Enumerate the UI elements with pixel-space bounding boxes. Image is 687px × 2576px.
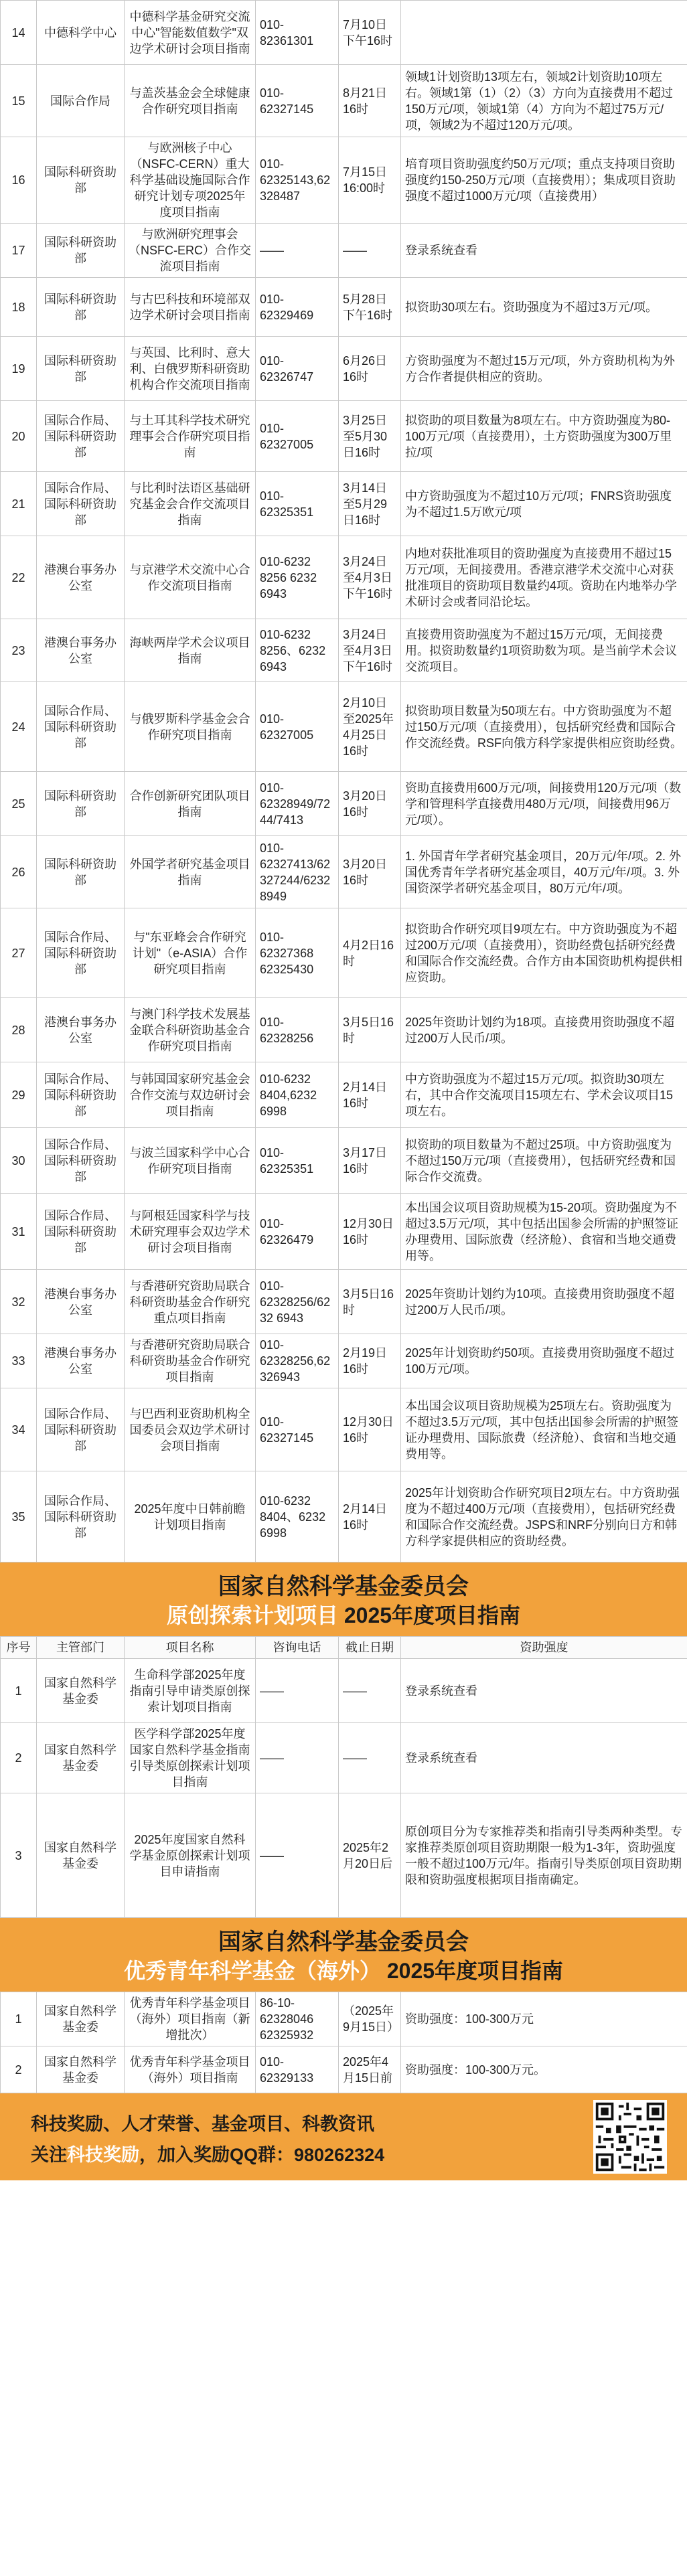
row-deadline: 7月15日16:00时: [339, 137, 401, 224]
row-funding-amount: [401, 1, 687, 65]
row-department: 国家自然科学基金委: [37, 1793, 125, 1918]
row-number: 31: [1, 1194, 37, 1270]
row-funding-amount: 拟资助的项目数量为8项左右。中方资助强度为80-100万元/项（直接费用），土方资助强度为300万里拉/项: [401, 401, 687, 472]
row-number: 27: [1, 908, 37, 998]
row-funding-amount: 中方资助强度为不超过15万元/项。拟资助30项左右，其中合作交流项目15项左右、学术会议项目15项左右。: [401, 1062, 687, 1128]
table-row: [1, 1388, 687, 1471]
row-deadline: ——: [339, 1723, 401, 1793]
header-dept: 主管部门: [37, 1637, 125, 1659]
row-deadline: 2月10日至2025年4月25日16时: [339, 682, 401, 772]
table-row: [1, 1659, 687, 1723]
row-deadline: 3月25日至5月30日16时: [339, 401, 401, 472]
row-deadline: 2月14日16时: [339, 1471, 401, 1562]
row-phone: 010-6232 8256 6232 6943: [256, 536, 339, 619]
row-number: 28: [1, 998, 37, 1062]
row-project-title[interactable]: 2025年度国家自然科学基金原创探索计划项目申请指南: [125, 1793, 256, 1918]
row-deadline: 3月17日16时: [339, 1128, 401, 1194]
row-department: 国际合作局、国际科研资助部: [37, 682, 125, 772]
table-row: [1, 337, 687, 401]
row-project-title[interactable]: 2025年度中日韩前瞻计划项目指南: [125, 1471, 256, 1562]
row-deadline: 6月26日16时: [339, 337, 401, 401]
row-deadline: 12月30日16时: [339, 1388, 401, 1471]
row-funding-amount: 本出国会议项目资助规模为15-20项。资助强度为不超过3.5万元/项，其中包括出国参会所需的护照签证办理费用、国际旅费（经济舱）、食宿和当地交通费用等。: [401, 1194, 687, 1270]
row-phone: 010-62325143,62328487: [256, 137, 339, 224]
table-row: [1, 224, 687, 278]
row-funding-amount: 登录系统查看: [401, 224, 687, 278]
section-org-title: 国家自然科学基金委员会: [218, 1929, 469, 1955]
section-header-excellent-youth-overseas: [0, 1918, 687, 1992]
row-number: 15: [1, 65, 37, 137]
row-department: 国际科研资助部: [37, 337, 125, 401]
row-department: 国际合作局、国际科研资助部: [37, 472, 125, 536]
row-deadline: ——: [339, 1659, 401, 1723]
row-number: 1: [1, 1992, 37, 2046]
row-funding-amount: 原创项目分为专家推荐类和指南引导类两种类型。专家推荐类原创项目资助期限一般为1-3年，资助强度一般不超过100万元/年。指南引导类原创项目资助期限和资助强度根据项目指南确定。: [401, 1793, 687, 1918]
row-funding-amount: 登录系统查看: [401, 1659, 687, 1723]
row-department: 国际科研资助部: [37, 137, 125, 224]
row-project-title[interactable]: 与巴西利亚资助机构全国委员会双边学术研讨会项目指南: [125, 1388, 256, 1471]
row-department: 国际合作局、国际科研资助部: [37, 1194, 125, 1270]
row-funding-amount: 培育项目资助强度约50万元/项；重点支持项目资助强度约150-250万元/项（直接费用）；集成项目资助强度不超过1000万元/项（直接费用）: [401, 137, 687, 224]
footer-topics: 科技奖励、人才荣誉、基金项目、科教资讯: [31, 2114, 374, 2134]
row-number: 34: [1, 1388, 37, 1471]
row-project-title[interactable]: 优秀青年科学基金项目（海外）项目指南: [125, 2046, 256, 2093]
row-deadline: 2月19日16时: [339, 1334, 401, 1388]
table-row: [1, 1471, 687, 1562]
row-funding-amount: 资助强度：100-300万元。: [401, 2046, 687, 2093]
row-phone: 010-62327145: [256, 65, 339, 137]
row-phone: ——: [256, 1723, 339, 1793]
row-department: 国际科研资助部: [37, 772, 125, 836]
row-funding-amount: 中方资助强度为不超过10万元/项；FNRS资助强度为不超过1.5万欧元/项: [401, 472, 687, 536]
row-phone: 010-62326747: [256, 337, 339, 401]
row-deadline: ——: [339, 224, 401, 278]
row-department: 国际合作局、国际科研资助部: [37, 1062, 125, 1128]
row-department: 国际合作局、国际科研资助部: [37, 401, 125, 472]
row-funding-amount: 拟资助30项左右。资助强度为不超过3万元/项。: [401, 278, 687, 337]
row-number: 2: [1, 1723, 37, 1793]
row-department: 港澳台事务办公室: [37, 536, 125, 619]
row-phone: ——: [256, 1793, 339, 1918]
row-deadline: 5月28日下午16时: [339, 278, 401, 337]
row-department: 港澳台事务办公室: [37, 1270, 125, 1334]
row-number: 24: [1, 682, 37, 772]
row-phone: 010-62329469: [256, 278, 339, 337]
row-department: 国际合作局: [37, 65, 125, 137]
row-phone: 010-62325351: [256, 472, 339, 536]
table-row: [1, 137, 687, 224]
row-funding-amount: 1. 外国青年学者研究基金项目，20万元/年/项。2. 外国优秀青年学者研究基金项目，40万元/年/项。3. 外国资深学者研究基金项目，80万元/年/项。: [401, 836, 687, 908]
row-project-title[interactable]: 与阿根廷国家科学与技术研究理事会双边学术研讨会项目指南: [125, 1194, 256, 1270]
row-department: 国家自然科学基金委: [37, 1992, 125, 2046]
table-row: [1, 908, 687, 998]
row-funding-amount: 内地对获批准项目的资助强度为直接费用不超过15万元/项，无间接费用。香港京港学术交流中心对获批准项目的资助项目数量约4项。资助在内地举办学术研讨会或者同沿论坛。: [401, 536, 687, 619]
row-phone: 010-62326479: [256, 1194, 339, 1270]
row-number: 30: [1, 1128, 37, 1194]
row-number: 21: [1, 472, 37, 536]
row-project-title[interactable]: 生命科学部2025年度指南引导申请类原创探索计划项目指南: [125, 1659, 256, 1723]
row-department: 国际科研资助部: [37, 224, 125, 278]
table-row: [1, 1062, 687, 1128]
header-date: 截止日期: [339, 1637, 401, 1659]
row-phone: 010-82361301: [256, 1, 339, 65]
table-row: [1, 1334, 687, 1388]
row-funding-amount: 登录系统查看: [401, 1723, 687, 1793]
row-phone: ——: [256, 224, 339, 278]
row-phone: 010-6232 8404,6232 6998: [256, 1062, 339, 1128]
row-number: 22: [1, 536, 37, 619]
row-phone: 86-10-62328046 62325932: [256, 1992, 339, 2046]
row-phone: 010-62328256/6232 6943: [256, 1270, 339, 1334]
row-phone: 010-62327005: [256, 682, 339, 772]
table-row: [1, 772, 687, 836]
row-phone: 010-62328256: [256, 998, 339, 1062]
guide-table-original-exploration: [0, 1636, 687, 1918]
row-number: 25: [1, 772, 37, 836]
table-row: [1, 278, 687, 337]
row-number: 2: [1, 2046, 37, 2093]
row-deadline: 3月24日至4月3日下午16时: [339, 536, 401, 619]
row-project-title[interactable]: 与韩国国家研究基金会合作交流与双边研讨会项目指南: [125, 1062, 256, 1128]
table-row: [1, 65, 687, 137]
row-department: 中德科学中心: [37, 1, 125, 65]
row-number: 17: [1, 224, 37, 278]
row-department: 国际科研资助部: [37, 836, 125, 908]
row-deadline: 8月21日16时: [339, 65, 401, 137]
row-deadline: 7月10日下午16时: [339, 1, 401, 65]
row-department: 国家自然科学基金委: [37, 1723, 125, 1793]
row-number: 29: [1, 1062, 37, 1128]
row-department: 国家自然科学基金委: [37, 1659, 125, 1723]
row-department: 港澳台事务办公室: [37, 619, 125, 682]
section-org-title: 国家自然科学基金委员会: [218, 1574, 469, 1599]
row-number: 26: [1, 836, 37, 908]
section-program-title: 优秀青年科学基金（海外） 2025年度项目指南: [123, 1959, 564, 1983]
row-deadline: 3月14日至5月29日16时: [339, 472, 401, 536]
row-project-title[interactable]: 与香港研究资助局联合科研资助基金合作研究重点项目指南: [125, 1270, 256, 1334]
row-deadline: 3月5日16时: [339, 998, 401, 1062]
table-row: [1, 998, 687, 1062]
row-funding-amount: 资助强度：100-300万元: [401, 1992, 687, 2046]
table-row: [1, 1723, 687, 1793]
row-project-title[interactable]: 与香港研究资助局联合科研资助基金合作研究项目指南: [125, 1334, 256, 1388]
row-number: 35: [1, 1471, 37, 1562]
row-department: 港澳台事务办公室: [37, 998, 125, 1062]
header-amount: 资助强度: [401, 1637, 687, 1659]
row-deadline: 4月2日16时: [339, 908, 401, 998]
row-funding-amount: 资助直接费用600万元/项，间接费用120万元/项（数学和管理科学直接费用480万元/项，间接费用96万元/项）。: [401, 772, 687, 836]
row-project-title[interactable]: 与比利时法语区基础研究基金会合作交流项目指南: [125, 472, 256, 536]
row-department: 国际合作局、国际科研资助部: [37, 1128, 125, 1194]
table-row: [1, 619, 687, 682]
row-phone: 010-62328949/7244/7413: [256, 772, 339, 836]
row-funding-amount: 2025年计划资助约50项。直接费用资助强度不超过100万元/项。: [401, 1334, 687, 1388]
table-row: [1, 1270, 687, 1334]
row-deadline: （2025年9月15日）: [339, 1992, 401, 2046]
row-department: 国际合作局、国际科研资助部: [37, 1388, 125, 1471]
table-row: [1, 682, 687, 772]
row-project-title[interactable]: 与欧洲研究理事会（NSFC-ERC）合作交流项目指南: [125, 224, 256, 278]
header-title: 项目名称: [125, 1637, 256, 1659]
row-funding-amount: 2025年资助计划约为10项。直接费用资助强度不超过200万人民币/项。: [401, 1270, 687, 1334]
row-phone: 010-62329133: [256, 2046, 339, 2093]
row-funding-amount: 2025年资助计划约为18项。直接费用资助强度不超过200万人民币/项。: [401, 998, 687, 1062]
table-row: [1, 1793, 687, 1918]
table-row: [1, 401, 687, 472]
row-number: 23: [1, 619, 37, 682]
row-phone: 010-62327005: [256, 401, 339, 472]
table-row: [1, 1, 687, 65]
row-funding-amount: 领域1计划资助13项左右，领域2计划资助10项左右。领域1第（1）（2）（3）方向为直接费用不超过150万元/项，领域1第（4）方向为不超过75万元/项，领域2为不超过120万元/项。: [401, 65, 687, 137]
row-number: 3: [1, 1793, 37, 1918]
row-deadline: 2025年2月20日后: [339, 1793, 401, 1918]
row-funding-amount: 2025年计划资助合作研究项目2项左右。中方资助强度为不超过400万元/项（直接费用），包括研究经费和国际合作交流经费。JSPS和NRF分别向日方和韩方科学家提供相应的资助经费。: [401, 1471, 687, 1562]
row-project-title[interactable]: 合作创新研究团队项目指南: [125, 772, 256, 836]
row-department: 国际合作局、国际科研资助部: [37, 1471, 125, 1562]
row-project-title[interactable]: 与俄罗斯科学基金会合作研究项目指南: [125, 682, 256, 772]
row-phone: 010-62325351: [256, 1128, 339, 1194]
row-project-title[interactable]: 与波兰国家科学中心合作研究项目指南: [125, 1128, 256, 1194]
table-row: [1, 472, 687, 536]
guide-table-excellent-youth-overseas: [0, 1992, 687, 2093]
row-number: 33: [1, 1334, 37, 1388]
row-project-title[interactable]: 与"东亚峰会合作研究计划"（e-ASIA）合作研究项目指南: [125, 908, 256, 998]
table-header-row: [1, 1637, 687, 1659]
section-header-original-exploration: [0, 1562, 687, 1636]
row-funding-amount: 拟资助项目数量为50项左右。中方资助强度为不超过150万元/项（直接费用），包括研究经费和国际合作交流经费。RSF向俄方科学家提供相应资助经费。: [401, 682, 687, 772]
row-number: 14: [1, 1, 37, 65]
row-phone: ——: [256, 1659, 339, 1723]
row-phone: 010-6232 8256、6232 6943: [256, 619, 339, 682]
table-row: [1, 836, 687, 908]
table-row: [1, 2046, 687, 2093]
row-project-title[interactable]: 与京港学术交流中心合作交流项目指南: [125, 536, 256, 619]
row-department: 国家自然科学基金委: [37, 2046, 125, 2093]
row-project-title[interactable]: 与澳门科学技术发展基金联合科研资助基金合作研究项目指南: [125, 998, 256, 1062]
row-number: 18: [1, 278, 37, 337]
row-phone: 010-62327368 62325430: [256, 908, 339, 998]
table-row: [1, 536, 687, 619]
row-project-title[interactable]: 与欧洲核子中心（NSFC-CERN）重大科学基础设施国际合作研究计划专项2025年度项目指南: [125, 137, 256, 224]
header-no: 序号: [1, 1637, 37, 1659]
row-funding-amount: 拟资助的项目数量为不超过25项。中方资助强度为不超过150万元/项（直接费用），包括研究经费和国际合作交流费。: [401, 1128, 687, 1194]
row-project-title[interactable]: 海峡两岸学术会议项目指南: [125, 619, 256, 682]
row-deadline: 2025年4月15日前: [339, 2046, 401, 2093]
row-phone: 010-62328256,62326943: [256, 1334, 339, 1388]
row-funding-amount: 直接费用资助强度为不超过15万元/项，无间接费用。拟资助数量约1项资助数为项。是当前学术会议交流项目。: [401, 619, 687, 682]
row-project-title[interactable]: 外国学者研究基金项目指南: [125, 836, 256, 908]
row-deadline: 2月14日16时: [339, 1062, 401, 1128]
footer-banner: [0, 2093, 687, 2180]
row-phone: 010-62327145: [256, 1388, 339, 1471]
table-row: [1, 1194, 687, 1270]
row-department: 港澳台事务办公室: [37, 1334, 125, 1388]
row-deadline: 3月24日至4月3日下午16时: [339, 619, 401, 682]
row-number: 19: [1, 337, 37, 401]
row-project-title[interactable]: 医学科学部2025年度国家自然科学基金指南引导类原创探索计划项目指南: [125, 1723, 256, 1793]
row-funding-amount: 拟资助合作研究项目9项左右。中方资助强度为不超过200万元/项（直接费用），资助经费包括研究经费和国际合作交流经费。合作方由本国资助机构提供相应资助。: [401, 908, 687, 998]
row-project-title[interactable]: 中德科学基金研究交流中心"智能数值数学"双边学术研讨会项目指南: [125, 1, 256, 65]
row-project-title[interactable]: 与英国、比利时、意大利、白俄罗斯科研资助机构合作交流项目指南: [125, 337, 256, 401]
table-row: [1, 1992, 687, 2046]
row-number: 20: [1, 401, 37, 472]
table-row: [1, 1128, 687, 1194]
row-number: 32: [1, 1270, 37, 1334]
row-deadline: 3月20日16时: [339, 772, 401, 836]
row-project-title[interactable]: 与土耳其科学技术研究理事会合作研究项目指南: [125, 401, 256, 472]
row-phone: 010-6232 8404、6232 6998: [256, 1471, 339, 1562]
row-phone: 010-62327413/62327244/62328949: [256, 836, 339, 908]
row-funding-amount: 方资助强度为不超过15万元/项，外方资助机构为外方合作者提供相应的资助。: [401, 337, 687, 401]
section-program-title: 原创探索计划项目 2025年度项目指南: [166, 1603, 521, 1627]
row-department: 国际合作局、国际科研资助部: [37, 908, 125, 998]
row-department: 国际科研资助部: [37, 278, 125, 337]
row-project-title[interactable]: 与古巴科技和环境部双边学术研讨会项目指南: [125, 278, 256, 337]
qr-code-icon[interactable]: [593, 2100, 667, 2174]
row-deadline: 3月20日16时: [339, 836, 401, 908]
row-project-title[interactable]: 优秀青年科学基金项目（海外）项目指南（新增批次）: [125, 1992, 256, 2046]
row-number: 16: [1, 137, 37, 224]
row-project-title[interactable]: 与盖茨基金会全球健康合作研究项目指南: [125, 65, 256, 137]
row-deadline: 12月30日16时: [339, 1194, 401, 1270]
footer-follow-line: 关注科技奖励，加入奖励QQ群：980262324: [31, 2145, 385, 2165]
row-deadline: 3月5日16时: [339, 1270, 401, 1334]
row-funding-amount: 本出国会议项目资助规模为25项左右。资助强度为不超过3.5万元/项，其中包括出国参会所需的护照签证办理费用、国际旅费（经济舱）、食宿和当地交通费用等。: [401, 1388, 687, 1471]
row-number: 1: [1, 1659, 37, 1723]
header-phone: 咨询电话: [256, 1637, 339, 1659]
